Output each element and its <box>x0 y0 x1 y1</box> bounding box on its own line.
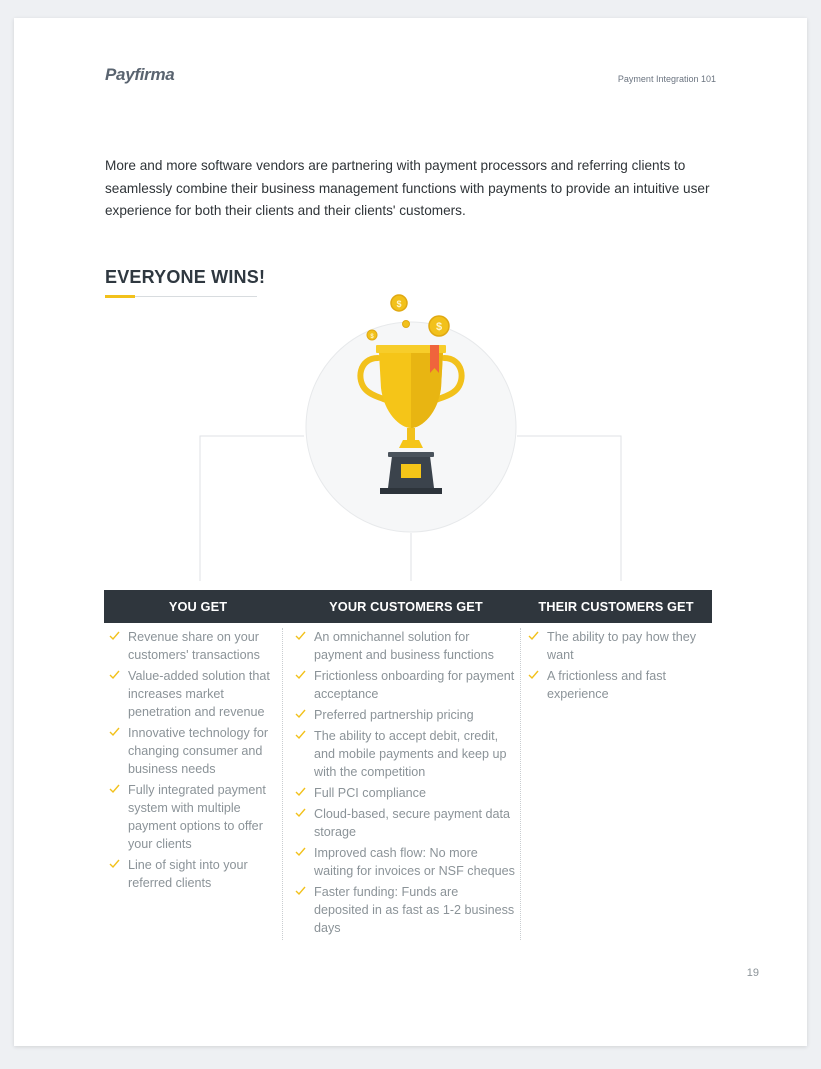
check-icon <box>294 728 307 741</box>
benefit-item <box>291 667 515 703</box>
benefit-text: The ability to accept debit, credit, and mobile payments and keep up with the competition <box>314 729 507 779</box>
column-heading-their-customers-get: THEIR CUSTOMERS GET <box>538 599 694 614</box>
benefit-text: Frictionless onboarding for payment acceptance <box>314 669 515 701</box>
check-icon <box>108 668 121 681</box>
document-title: Payment Integration 101 <box>617 74 716 84</box>
check-icon <box>294 884 307 897</box>
benefit-text: A frictionless and fast experience <box>547 669 667 701</box>
benefit-item <box>291 628 515 664</box>
benefit-item <box>105 667 275 721</box>
column-you-get <box>105 628 275 895</box>
coin-icon <box>403 321 410 328</box>
column-your-customers-get <box>291 628 515 940</box>
check-icon <box>108 782 121 795</box>
check-icon <box>294 806 307 819</box>
column-divider <box>282 628 283 940</box>
benefit-text: Fully integrated payment system with multiple payment options to offer your clients <box>128 783 266 851</box>
benefit-item <box>105 724 275 778</box>
benefits-header-bar <box>104 590 712 623</box>
benefit-item <box>291 883 515 937</box>
check-icon <box>527 668 540 681</box>
benefit-text: Innovative technology for changing consumer and business needs <box>128 726 269 776</box>
benefit-list <box>524 628 714 703</box>
payfirma-logo: Payfirma <box>105 65 175 84</box>
benefit-text: Improved cash flow: No more waiting for invoices or NSF cheques <box>314 846 515 878</box>
check-icon <box>294 785 307 798</box>
coin-icon <box>429 316 449 336</box>
benefit-item <box>105 781 275 853</box>
intro-paragraph: More and more software vendors are partnering with payment processors and referring clients to seamlessly combine their business management functions with payments to provide an intuitive user experience for both their clients and their clients' customers. <box>105 158 710 218</box>
benefit-text: Revenue share on your customers' transactions <box>128 630 260 662</box>
benefit-item <box>291 727 515 781</box>
benefit-item <box>291 706 515 724</box>
section-heading: EVERYONE WINS! <box>105 267 266 287</box>
benefit-item <box>291 844 515 880</box>
benefit-text: Cloud-based, secure payment data storage <box>314 807 511 839</box>
column-heading-you-get: YOU GET <box>168 599 228 614</box>
benefit-text: Faster funding: Funds are deposited in as fast as 1-2 business days <box>314 885 515 935</box>
heading-accent-bar <box>105 295 135 298</box>
svg-text:$: $ <box>370 334 374 340</box>
benefit-item <box>524 667 714 703</box>
benefit-text: Value-added solution that increases market penetration and revenue <box>128 669 270 719</box>
benefit-item <box>291 784 515 802</box>
benefit-text: The ability to pay how they want <box>547 630 697 662</box>
benefit-item <box>105 628 275 664</box>
benefit-item <box>524 628 714 664</box>
benefit-list <box>291 628 515 937</box>
svg-text:$: $ <box>396 299 402 309</box>
trophy-illustration <box>304 288 518 533</box>
check-icon <box>294 707 307 720</box>
check-icon <box>108 725 121 738</box>
coin-icon <box>391 295 407 311</box>
document-page <box>14 18 807 1046</box>
coin-icon <box>367 330 377 340</box>
check-icon <box>294 629 307 642</box>
svg-text:$: $ <box>435 321 443 333</box>
benefit-text: Line of sight into your referred clients <box>128 858 248 890</box>
check-icon <box>527 629 540 642</box>
check-icon <box>294 668 307 681</box>
check-icon <box>108 857 121 870</box>
benefit-item <box>291 805 515 841</box>
check-icon <box>294 845 307 858</box>
benefit-text: Preferred partnership pricing <box>314 708 474 722</box>
column-heading-your-customers-get: YOUR CUSTOMERS GET <box>329 599 483 614</box>
benefit-item <box>105 856 275 892</box>
benefit-text: An omnichannel solution for payment and business functions <box>314 630 494 662</box>
column-their-customers-get <box>524 628 714 706</box>
column-divider <box>520 628 521 940</box>
benefit-list <box>105 628 275 892</box>
page-number: 19 <box>746 967 759 979</box>
check-icon <box>108 629 121 642</box>
benefit-text: Full PCI compliance <box>314 786 426 800</box>
